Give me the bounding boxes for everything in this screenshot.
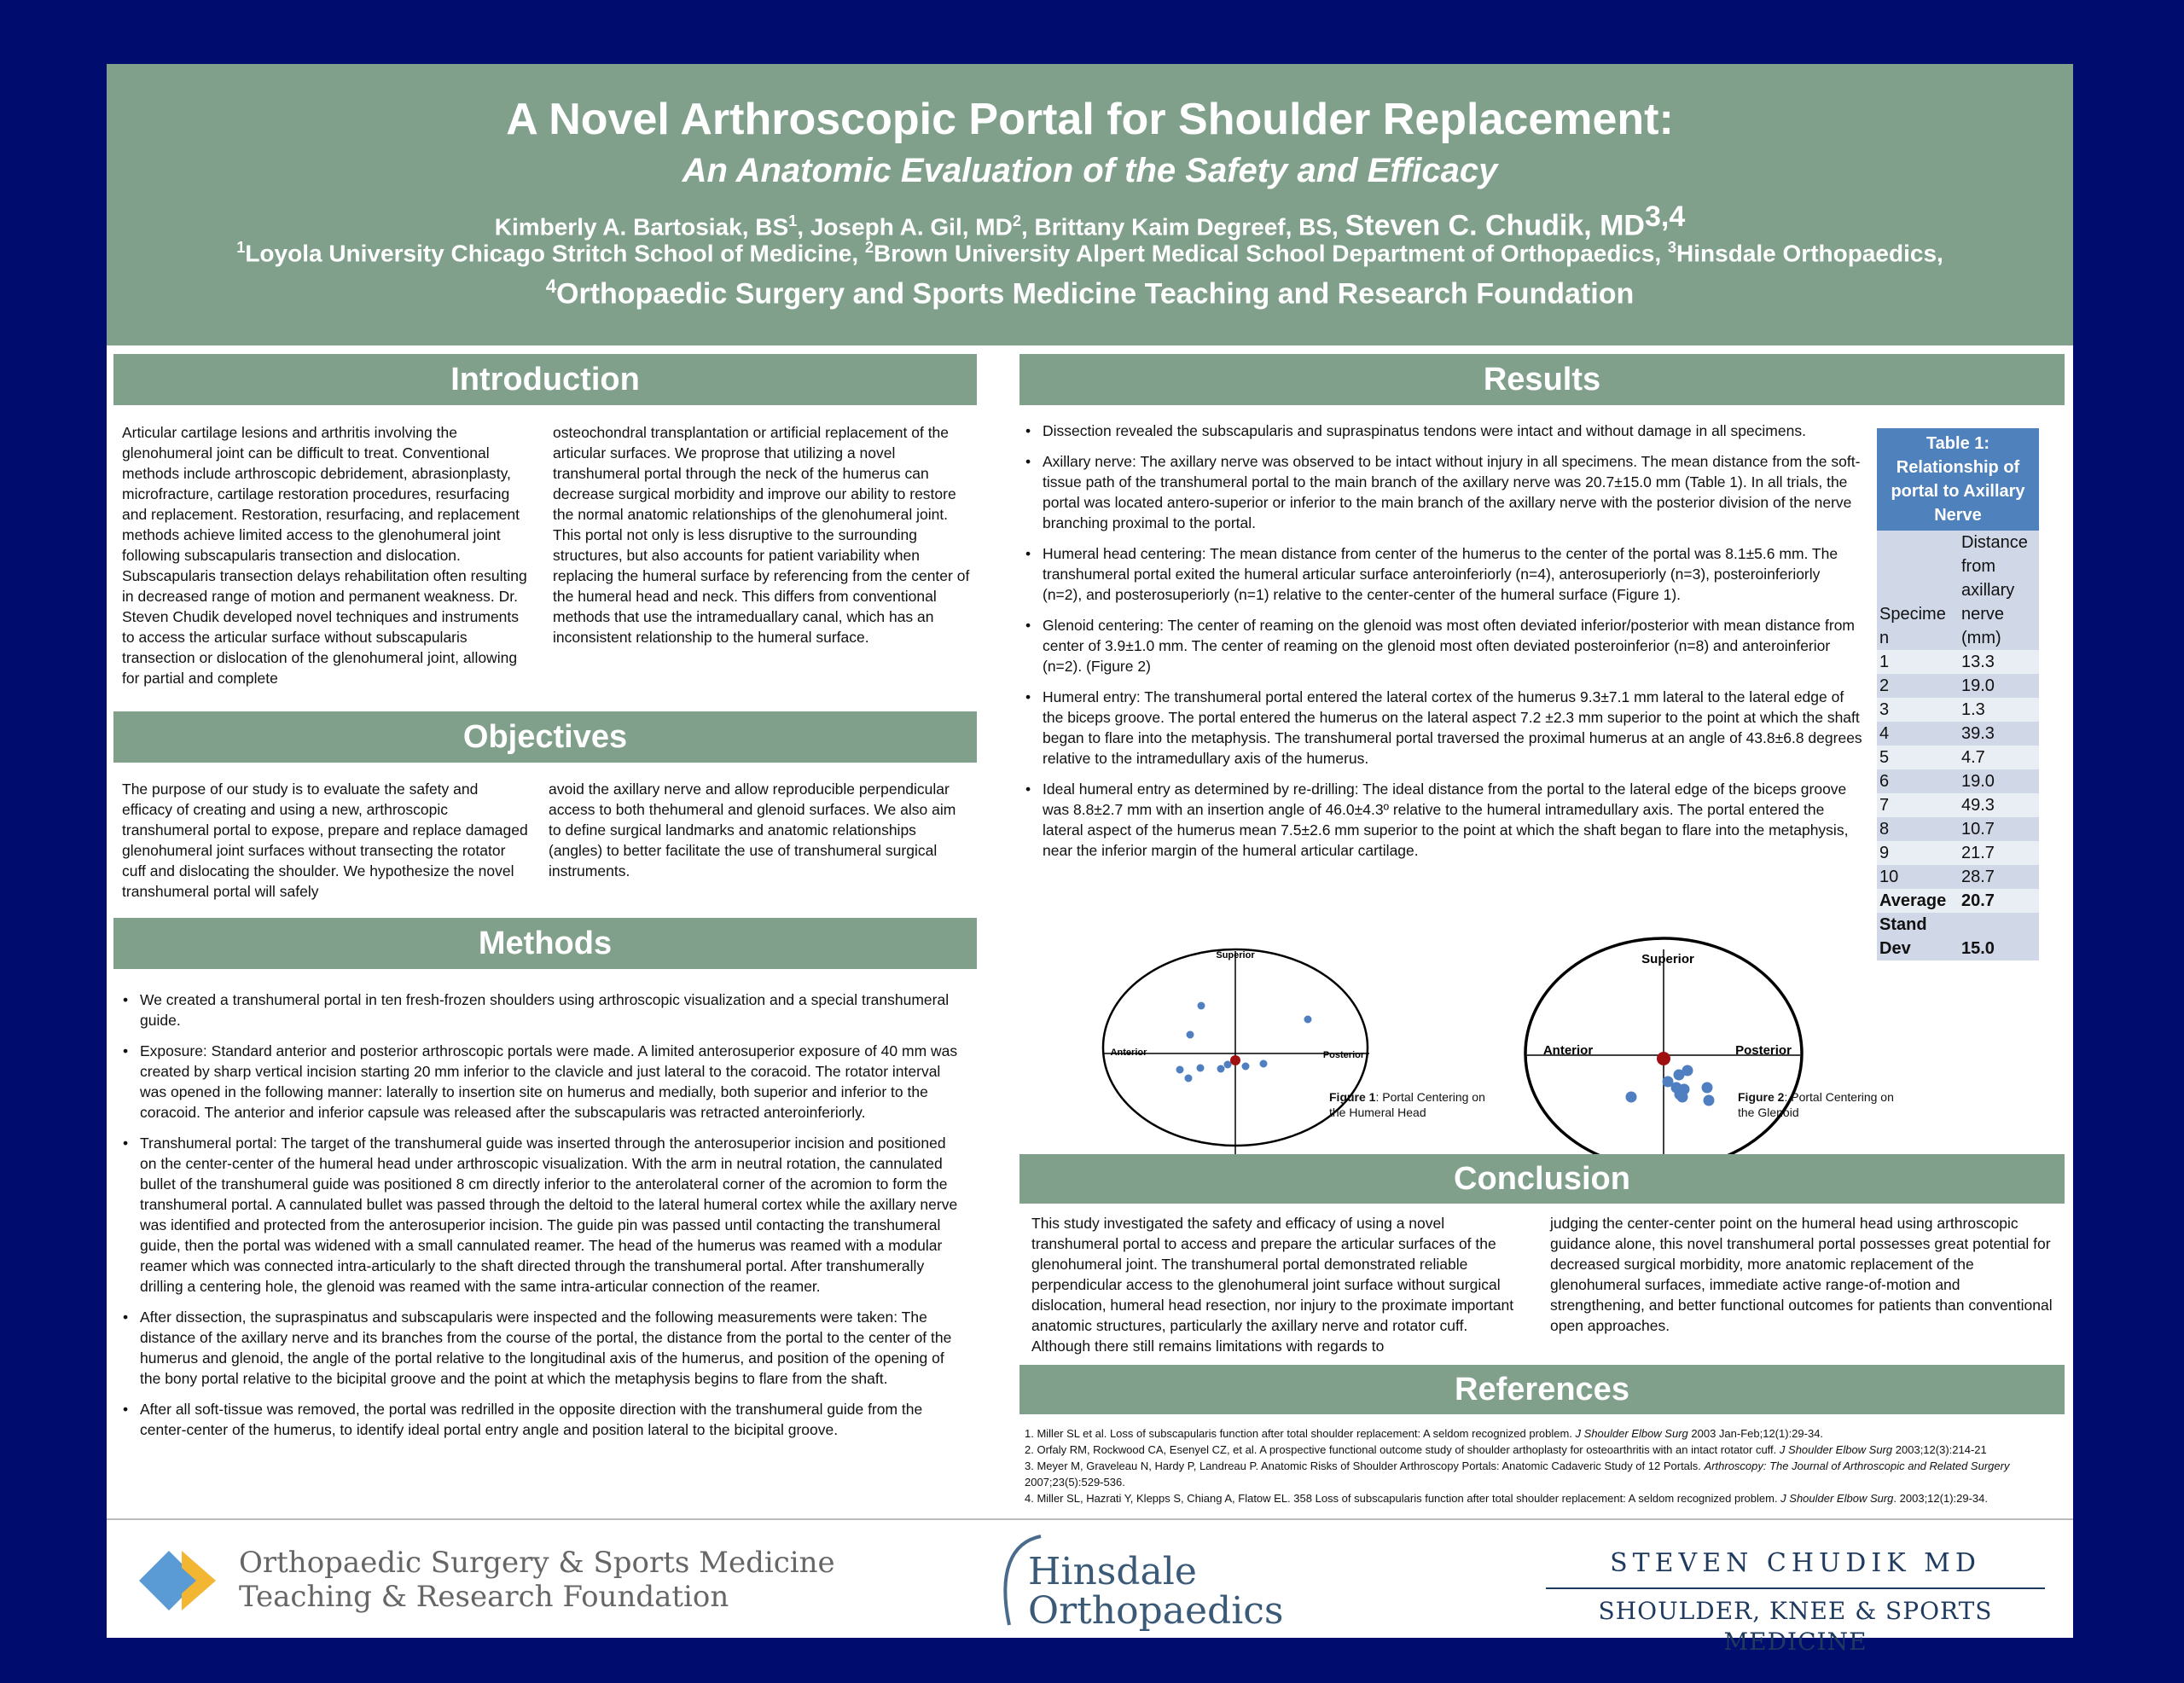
results-item: • Dissection revealed the subscapularis and supraspinatus tendons were intact and without damage in all specimens. (1022, 421, 1862, 441)
figure-2-plot (1463, 934, 1864, 1181)
author-2: , Joseph A. Gil, MD (797, 213, 1013, 241)
affil-1-sup: 1 (236, 239, 246, 256)
methods-item: • We created a transhumeral portal in ten fresh-frozen shoulders using arthroscopic visualization and a special transhumeral guide. (119, 989, 964, 1030)
figure-1-plot (1096, 941, 1480, 1180)
reference-tail: 2003;12(3):214-21 (1892, 1443, 1987, 1456)
results-item: • Glenoid centering: The center of reaming on the glenoid was most often deviated inferior/posterior with mean distance from center of 3.9±1.0 mm. The center of reaming on the glenoid most often deviated posteroinferior (n=8) and anteroinferior (n=2). (Figure 2) (1022, 615, 1862, 676)
table-cell-distance: 19.0 (1959, 769, 2039, 793)
fig2-point-9 (1626, 1092, 1637, 1103)
fig2-point-4 (1704, 1095, 1715, 1106)
poster-title: A Novel Arthroscopic Portal for Shoulder Replacement: (506, 95, 1674, 144)
table-cell-distance: 39.3 (1959, 722, 2039, 746)
table-row (1877, 722, 2039, 746)
reference-item (1025, 1425, 2061, 1442)
chudik-divider (1546, 1587, 2045, 1589)
reference-tail: 2007;23(5):529-536. (1025, 1476, 1125, 1489)
table-header-distance: Distance from axillary nerve (mm) (1959, 531, 2039, 650)
table-header-row (1877, 531, 2039, 650)
table-row-average (1877, 889, 2039, 913)
conclusion-col-2: judging the center-center point on the humeral head using arthroscopic guidance alone, this novel transhumeral portal possesses great potential for decreased surgical morbidity, more anatomic replacement of the glenohumeral surfaces, immediate active range-of-motion and strengthening, and better functional outcomes for patients than conventional open approaches. (1550, 1215, 2053, 1334)
results-item: • Axillary nerve: The axillary nerve was observed to be intact without injury in all specimens. The mean distance from the soft-tissue path of the transhumeral portal to the main branch of the axillary nerve was 20.7±15.0 mm (Table 1). In all trials, the portal was located antero-superior or inferior to the main branch of the axillary nerve with the posterior division of the nerve branching proximal to the portal. (1022, 451, 1862, 533)
table-cell-distance: 49.3 (1959, 793, 2039, 817)
affil-4-sup: 4 (545, 276, 557, 297)
table-cell-specimen: 8 (1877, 817, 1959, 841)
fig2-point-10 (1677, 1092, 1688, 1103)
author-list (107, 200, 2073, 242)
fig2-point-2 (1682, 1065, 1693, 1077)
methods-list (119, 989, 964, 1450)
table-row (1877, 817, 2039, 841)
table-row-stdev-value: 15.0 (1959, 913, 2039, 960)
affil-4: Orthopaedic Surgery and Sports Medicine Teaching and Research Foundation (556, 277, 1635, 310)
poster (107, 64, 2073, 1656)
introduction-col-2: osteochondral transplantation or artificial replacement of the articular surfaces. We proprose that utilizing a novel transhumeral portal through the neck of the humerus can decrease surgical morbidity and improve our ability to restore the normal anatomic relationships of the glenohumeral joint. This portal not only is less disruptive to the surrounding structures, but also accounts for patient variability when replacing the humeral surface by referencing from the center of the humeral head and neck. This differs from conventional methods that use the intrameduallary canal, which has an inconsistent relationship to the humeral surface. (553, 424, 970, 646)
figure-1-caption-label: Figure 1 (1329, 1090, 1376, 1104)
foundation-logo-icon (135, 1547, 220, 1615)
footer-divider (107, 1518, 2073, 1520)
conclusion-col-1: This study investigated the safety and efficacy of using a novel transhumeral portal to access and prepare the articular surfaces of the glenohumeral joint. The transhumeral portal demonstrated reliable perpendicular access to the glenohumeral joint surface without surgical dislocation, humeral head resection, nor injury to the proximate important anatomic structures, particularly the axillary nerve and rotator cuff. Although there still remains limitations with regards to (1031, 1215, 1514, 1355)
author-2-sup: 2 (1012, 212, 1021, 229)
fig1-point-10 (1217, 1065, 1225, 1073)
results-heading: Results (1019, 354, 2065, 405)
references-list (1025, 1425, 2061, 1506)
table-row-stdev-label: Stand Dev (1877, 913, 1959, 960)
figure-1-label-anterior: Anterior (1110, 1048, 1147, 1058)
reference-item (1025, 1458, 2061, 1490)
affil-2: Brown University Alpert Medical School Department of Orthopaedics, (874, 240, 1668, 267)
fig1-point-5 (1197, 1065, 1205, 1072)
reference-journal: J Shoulder Elbow Surg (1575, 1427, 1688, 1440)
fig1-point-1 (1198, 1002, 1205, 1010)
reference-journal: J Shoulder Elbow Surg (1779, 1443, 1893, 1456)
table-row (1877, 865, 2039, 889)
reference-tail: 2003 Jan-Feb;12(1):29-34. (1687, 1427, 1824, 1440)
affil-3-sup: 3 (1667, 239, 1677, 256)
table-cell-distance: 1.3 (1959, 698, 2039, 722)
table-row (1877, 746, 2039, 769)
table-row (1877, 674, 2039, 698)
fig1-point-3 (1187, 1031, 1194, 1039)
fig2-point-3 (1702, 1082, 1713, 1094)
hinsdale-line-2: Orthopaedics (1028, 1589, 1284, 1633)
table-cell-distance: 28.7 (1959, 865, 2039, 889)
affiliations-line-1 (107, 239, 2073, 267)
figure-2-label-anterior: Anterior (1542, 1043, 1594, 1058)
table-cell-distance: 19.0 (1959, 674, 2039, 698)
reference-item (1025, 1442, 2061, 1458)
foundation-line-2: Teaching & Research Foundation (239, 1580, 729, 1614)
fig1-point-9 (1260, 1060, 1268, 1068)
objectives-heading: Objectives (113, 711, 977, 763)
reference-item (1025, 1490, 2061, 1506)
reference-journal: Arthroscopy: The Journal of Arthroscopic and Related Surgery (1704, 1460, 2010, 1472)
affil-3: Hinsdale Orthopaedics, (1676, 240, 1943, 267)
poster-subtitle: An Anatomic Evaluation of the Safety and Efficacy (682, 152, 1498, 189)
poster-header (107, 64, 2073, 345)
table-row (1877, 698, 2039, 722)
methods-heading: Methods (113, 918, 977, 969)
author-4: Steven C. Chudik, MD (1345, 209, 1645, 242)
reference-journal: J Shoulder Elbow Surg (1780, 1492, 1894, 1505)
objectives-col-2: avoid the axillary nerve and allow reproducible perpendicular access to both thehumeral and glenoid surfaces. We also aim to define surgical landmarks and anatomic relationships (angles) to better facilitate the use of transhumeral surgical instruments. (549, 781, 956, 879)
fig1-point-2 (1304, 1016, 1312, 1024)
table-cell-specimen: 2 (1877, 674, 1959, 698)
table-1-title: Table 1: Relationship of portal to Axillary Nerve (1877, 428, 2039, 531)
table-row (1877, 793, 2039, 817)
chudik-logo (1546, 1547, 2045, 1657)
table-cell-specimen: 4 (1877, 722, 1959, 746)
hinsdale-line-1: Hinsdale (1028, 1550, 1197, 1593)
reference-text: 1. Miller SL et al. Loss of subscapularis function after total shoulder replacement: A seldom recognized problem. (1025, 1427, 1576, 1440)
figure-2-label-superior: Superior (1641, 952, 1694, 966)
figure-1-label-posterior: Posterior (1322, 1050, 1365, 1060)
figure-2-caption-text: : Portal Centering on the Glenoid (1738, 1090, 1894, 1119)
table-cell-specimen: 7 (1877, 793, 1959, 817)
table-header-specimen: Specime n (1877, 531, 1959, 650)
methods-item: • Exposure: Standard anterior and posterior arthroscopic portals were made. A limited anterosuperior exposure of 40 mm was created by sharp vertical incision starting 20 mm inferior to the clavicle and just lateral to the coracoid. The rotator interval was opened in the following manner: laterally to insertion site on humerus and medially, both superior and inferior to the coracoid. The anterior and inferior capsule was released after the subscapularis was retracted anteroinferiorly. (119, 1041, 964, 1123)
figure-2-caption-label: Figure 2 (1738, 1090, 1785, 1104)
table-cell-distance: 13.3 (1959, 650, 2039, 674)
results-item: • Ideal humeral entry as determined by re-drilling: The ideal distance from the portal to the lateral edge of the biceps groove was 8.8±2.7 mm with an insertion angle of 46.0±4.3º relative to the humeral intramedullary axis. The portal entered the lateral aspect of the humerus mean 7.5±2.6 mm superior to the point at which the shaft began to flare into the metaphysis, near the inferior margin of the humeral articular cartilage. (1022, 779, 1862, 861)
table-cell-specimen: 1 (1877, 650, 1959, 674)
conclusion-heading: Conclusion (1019, 1154, 2065, 1204)
foundation-logo-text (239, 1546, 835, 1614)
figure-1-label-superior: Superior (1216, 950, 1255, 960)
figure-1-center-marker (1230, 1055, 1240, 1065)
chudik-line-1: STEVEN CHUDIK MD (1610, 1548, 1981, 1578)
references-heading: References (1019, 1365, 2065, 1414)
methods-item: • After all soft-tissue was removed, the portal was redrilled in the opposite direction with the transhumeral guide from the center-center of the humerus, to identify ideal portal entry angle and position lateral to the bicipital groove. (119, 1399, 964, 1440)
reference-text: 2. Orfaly RM, Rockwood CA, Esenyel CZ, et al. A prospective functional outcome study of shoulder arthoplasty for osteoarthritis with an intact rotator cuff. (1025, 1443, 1780, 1456)
table-cell-specimen: 3 (1877, 698, 1959, 722)
author-1: Kimberly A. Bartosiak, BS (494, 213, 789, 241)
table-cell-specimen: 9 (1877, 841, 1959, 865)
foundation-line-1: Orthopaedic Surgery & Sports Medicine (239, 1546, 835, 1580)
affil-1: Loyola University Chicago Stritch School of Medicine, (245, 240, 865, 267)
chudik-line-2: SHOULDER, KNEE & SPORTS MEDICINE (1598, 1597, 1993, 1656)
fig1-point-8 (1242, 1063, 1250, 1071)
table-1-grid (1877, 531, 2039, 960)
figure-1-caption-text: : Portal Centering on the Humeral Head (1329, 1090, 1485, 1119)
author-3: , Brittany Kaim Degreef, BS, (1020, 213, 1345, 241)
results-item: • Humeral entry: The transhumeral portal entered the lateral cortex of the humerus 9.3±7.1 mm lateral to the lateral edge of the biceps groove. The portal entered the humerus on the lateral aspect 7.2 ±2.3 mm superior to the point at which the shaft began to flare into the metaphysis. The transhumeral portal traversed the proximal humerus at an angle of 43.8±6.8 degrees relative to the intramedullary axis of the humerus. (1022, 687, 1862, 769)
results-item: • Humeral head centering: The mean distance from center of the humerus to the center of the portal was 8.1±5.6 mm. The transhumeral portal exited the humeral articular surface anteroinferiorly (n=4), anterosuperiorly (n=3), posteroinferiorly (n=2), and posterosuperiorly (n=1) relative to the center-center of the humeral surface (Figure 1). (1022, 543, 1862, 605)
table-row (1877, 769, 2039, 793)
fig1-point-4 (1176, 1066, 1184, 1074)
table-cell-specimen: 6 (1877, 769, 1959, 793)
figure-2-points (1626, 1065, 1715, 1106)
reference-tail: . 2003;12(1):29-34. (1893, 1492, 1988, 1505)
table-cell-specimen: 10 (1877, 865, 1959, 889)
table-row-stdev (1877, 913, 2039, 960)
methods-item: • After dissection, the supraspinatus and subscapularis were inspected and the following measurements were taken: The distance of the axillary nerve and its branches from the course of the portal, the distance from the portal to the center of the humerus and glenoid, the angle of the portal relative to the longitudinal axis of the humerus, and position of the opening of the bony portal relative to the bicipital groove and the point at which the metaphysis begins to flare from the shaft. (119, 1307, 964, 1389)
introduction-col-1: Articular cartilage lesions and arthritis involving the glenohumeral joint can be difficult to treat. Conventional methods include arthroscopic debridement, abrasionplasty, microfracture, cartilage restoration procedures, resurfacing and replacement. Restoration, resurfacing, and replacement methods achieve limited access to the glenohumeral joint following subscapularis transection and dislocation. Subscapularis transection delays rehabilitation often resulting in decreased range of motion and permanent weakness. Dr. Steven Chudik developed novel techniques and instruments to access the articular surface without subscapularis transection or dislocation of the glenohumeral joint, allowing for partial and complete (122, 424, 527, 687)
fig1-point-7 (1224, 1061, 1232, 1069)
figure-2-label-posterior: Posterior (1735, 1043, 1792, 1058)
figure-1-points (1176, 1002, 1312, 1082)
table-row (1877, 650, 2039, 674)
table-cell-distance: 4.7 (1959, 746, 2039, 769)
table-cell-distance: 10.7 (1959, 817, 2039, 841)
fig2-point-8 (1671, 1082, 1682, 1094)
objectives-col-1: The purpose of our study is to evaluate the safety and efficacy of creating and using a new, arthroscopic transhumeral portal to expose, prepare and replace damaged glenohumeral joint surfaces without transecting the rotator cuff and dislocating the shoulder. We hypothesize the novel transhumeral portal will safely (122, 781, 528, 900)
author-4-sup: 3,4 (1644, 200, 1686, 233)
affiliations-line-2 (107, 276, 2073, 310)
table-cell-distance: 21.7 (1959, 841, 2039, 865)
table-row-average-label: Average (1877, 889, 1959, 913)
results-list (1022, 421, 1862, 871)
table-1 (1877, 428, 2039, 960)
methods-item: • Transhumeral portal: The target of the transhumeral guide was inserted through the anterosuperior incision and positioned on the center-center of the humeral head under arthroscopic visualization. With the arm in neutral rotation, the cannulated bullet of the transhumeral guide was positioned 8 cm directly inferior to the anterolateral corner of the acromion to form the transhumeral portal. A cannulated bullet was passed through the deltoid to the lateral humeral cortex while the axillary nerve was identified and protected from the anterosuperior incision. The guide pin was passed until contacting the transhumeral guide, then the portal was widened with a small cannulated reamer. The head of the humerus was reamed with a modular reamer which was connected intra-articularly to the shaft directed through the transhumeral portal. After transhumerally drilling a centering hole, the glenoid was reamed with the same intra-articular connection of the reamer. (119, 1133, 964, 1297)
hinsdale-logo-text (1028, 1552, 1284, 1631)
affil-2-sup: 2 (864, 239, 874, 256)
table-cell-specimen: 5 (1877, 746, 1959, 769)
author-1-sup: 1 (788, 212, 798, 229)
table-row (1877, 841, 2039, 865)
fig1-point-6 (1185, 1075, 1193, 1082)
table-row-average-value: 20.7 (1959, 889, 2039, 913)
reference-text: 3. Meyer M, Graveleau N, Hardy P, Landreau P. Anatomic Risks of Shoulder Arthroscopy Portals: Anatomic Cadaveric Study of 12 Portals. (1025, 1460, 1705, 1472)
reference-text: 4. Miller SL, Hazrati Y, Klepps S, Chiang A, Flatow EL. 358 Loss of subscapularis function after total shoulder replacement: A seldom recognized problem. (1025, 1492, 1781, 1505)
introduction-heading: Introduction (113, 354, 977, 405)
figure-2-caption (1738, 1089, 1908, 1120)
figure-2-center-marker (1657, 1052, 1670, 1065)
